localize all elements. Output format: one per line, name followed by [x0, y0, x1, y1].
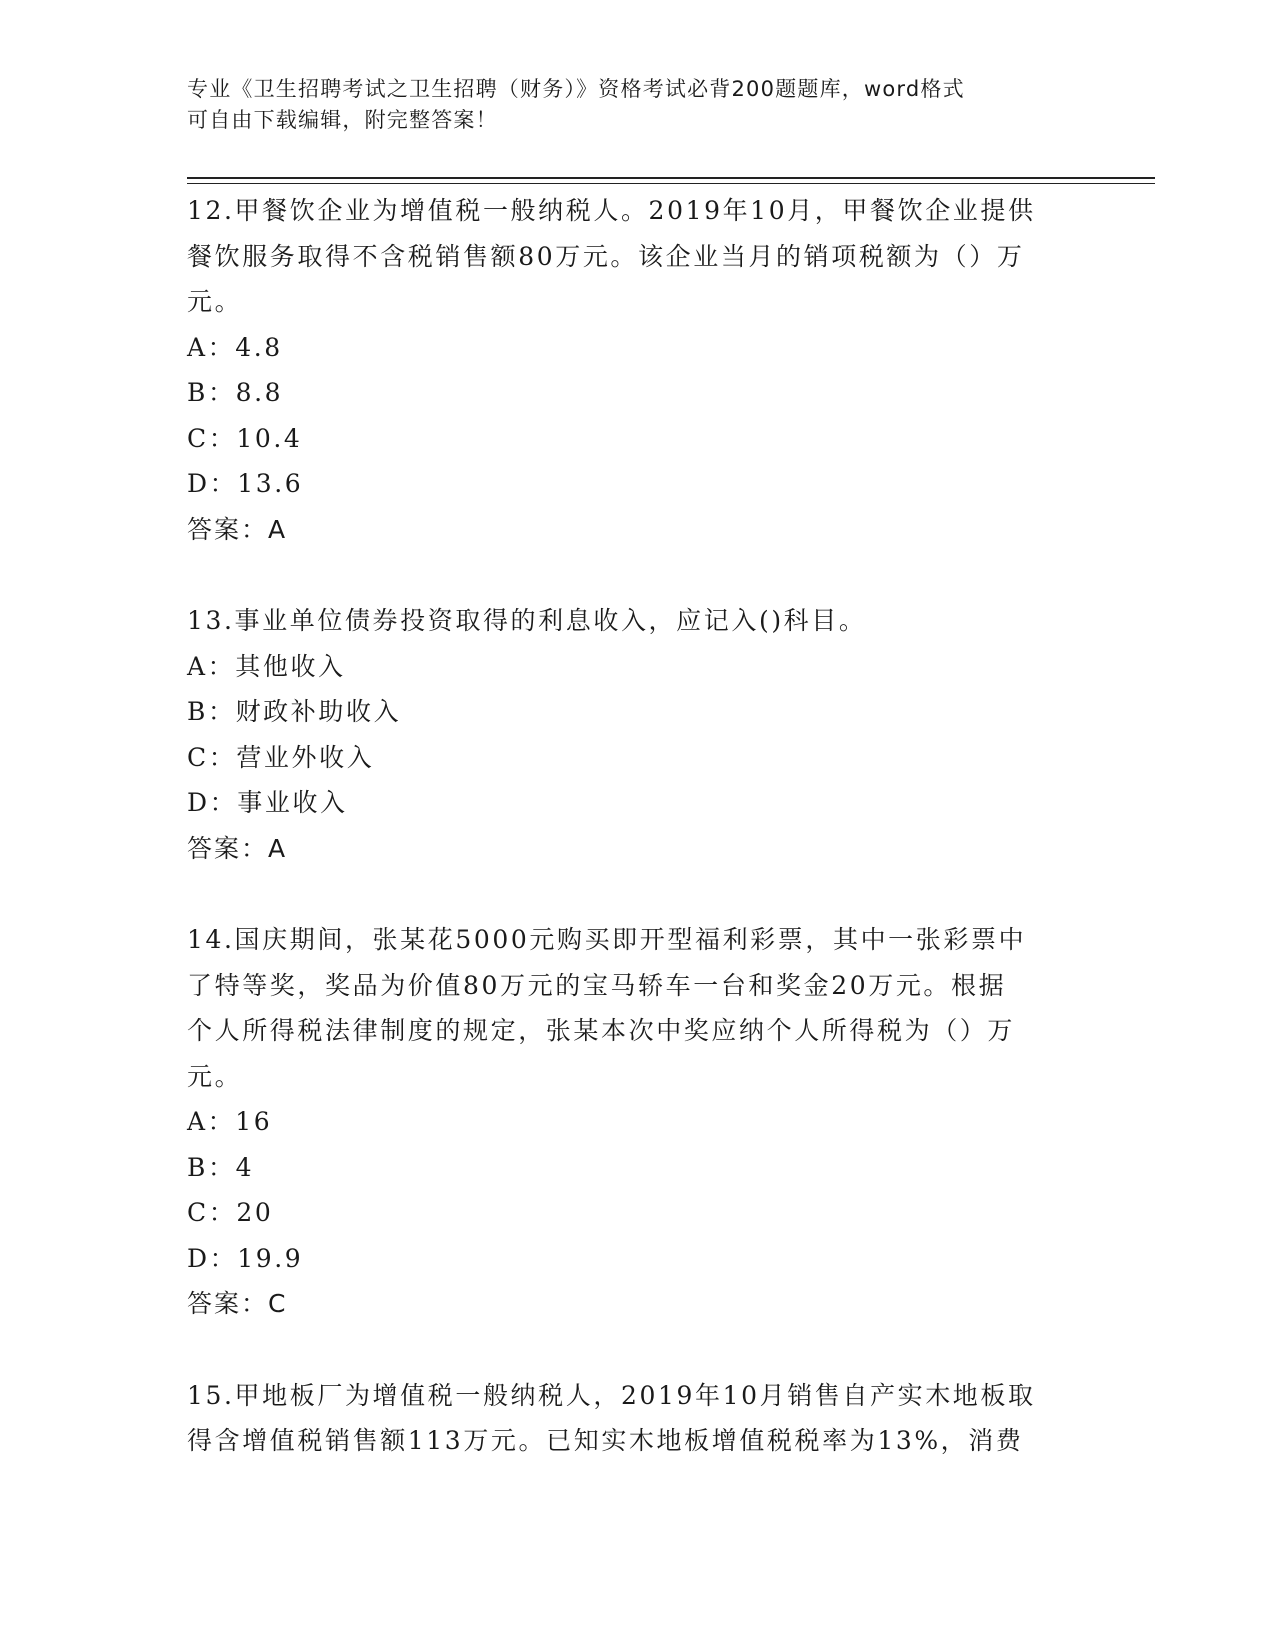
question-14	[187, 917, 1067, 1327]
option-d: D：13.6	[187, 469, 304, 498]
option-c: C：营业外收入	[187, 742, 375, 772]
question-stem-line: 餐饮服务取得不含税销售额80万元。该企业当月的销项税额为（）万	[187, 241, 1025, 271]
option-d: D：19.9	[187, 1243, 304, 1273]
question-stem-line: 13.事业单位债券投资取得的利息收入，应记入()科目。	[187, 606, 867, 635]
answer-line: 答案：A	[187, 833, 288, 863]
question-stem-line: 个人所得税法律制度的规定，张某本次中奖应纳个人所得税为（）万	[187, 1016, 1016, 1045]
question-stem-line: 元。	[187, 1061, 243, 1091]
document-header	[187, 74, 1067, 136]
question-stem-line: 得含增值税销售额113万元。已知实木地板增值税税率为13%，消费	[187, 1426, 1024, 1455]
answer-line: 答案：A	[187, 514, 288, 544]
question-stem-line: 14.国庆期间，张某花5000元购买即开型福利彩票，其中一张彩票中	[187, 925, 1027, 954]
question-stem-line: 元。	[187, 287, 243, 316]
header-divider-thin	[187, 183, 1155, 184]
header-divider-thick	[187, 177, 1155, 179]
question-15	[187, 1373, 1067, 1464]
option-a: A：其他收入	[187, 651, 346, 681]
question-list	[187, 188, 1067, 1510]
option-b: B：8.8	[187, 378, 284, 407]
header-line-2: 可自由下载编辑，附完整答案！	[187, 108, 498, 132]
option-d: D：事业收入	[187, 788, 348, 817]
option-a: A：16	[187, 1107, 273, 1136]
question-13	[187, 598, 1067, 871]
header-line-1: 专业《卫生招聘考试之卫生招聘（财务）》资格考试必背200题题库，word格式	[187, 77, 965, 101]
answer-line: 答案：C	[187, 1289, 288, 1318]
question-stem-line: 15.甲地板厂为增值税一般纳税人，2019年10月销售自产实木地板取	[187, 1380, 1036, 1410]
question-12	[187, 188, 1067, 552]
option-b: B：财政补助收入	[187, 697, 402, 726]
question-stem-line: 12.甲餐饮企业为增值税一般纳税人。2019年10月，甲餐饮企业提供	[187, 196, 1036, 225]
option-c: C：20	[187, 1198, 274, 1227]
option-c: C：10.4	[187, 423, 303, 453]
question-stem-line: 了特等奖，奖品为价值80万元的宝马轿车一台和奖金20万元。根据	[187, 970, 1007, 1000]
option-b: B：4	[187, 1152, 255, 1182]
option-a: A：4.8	[187, 332, 283, 362]
